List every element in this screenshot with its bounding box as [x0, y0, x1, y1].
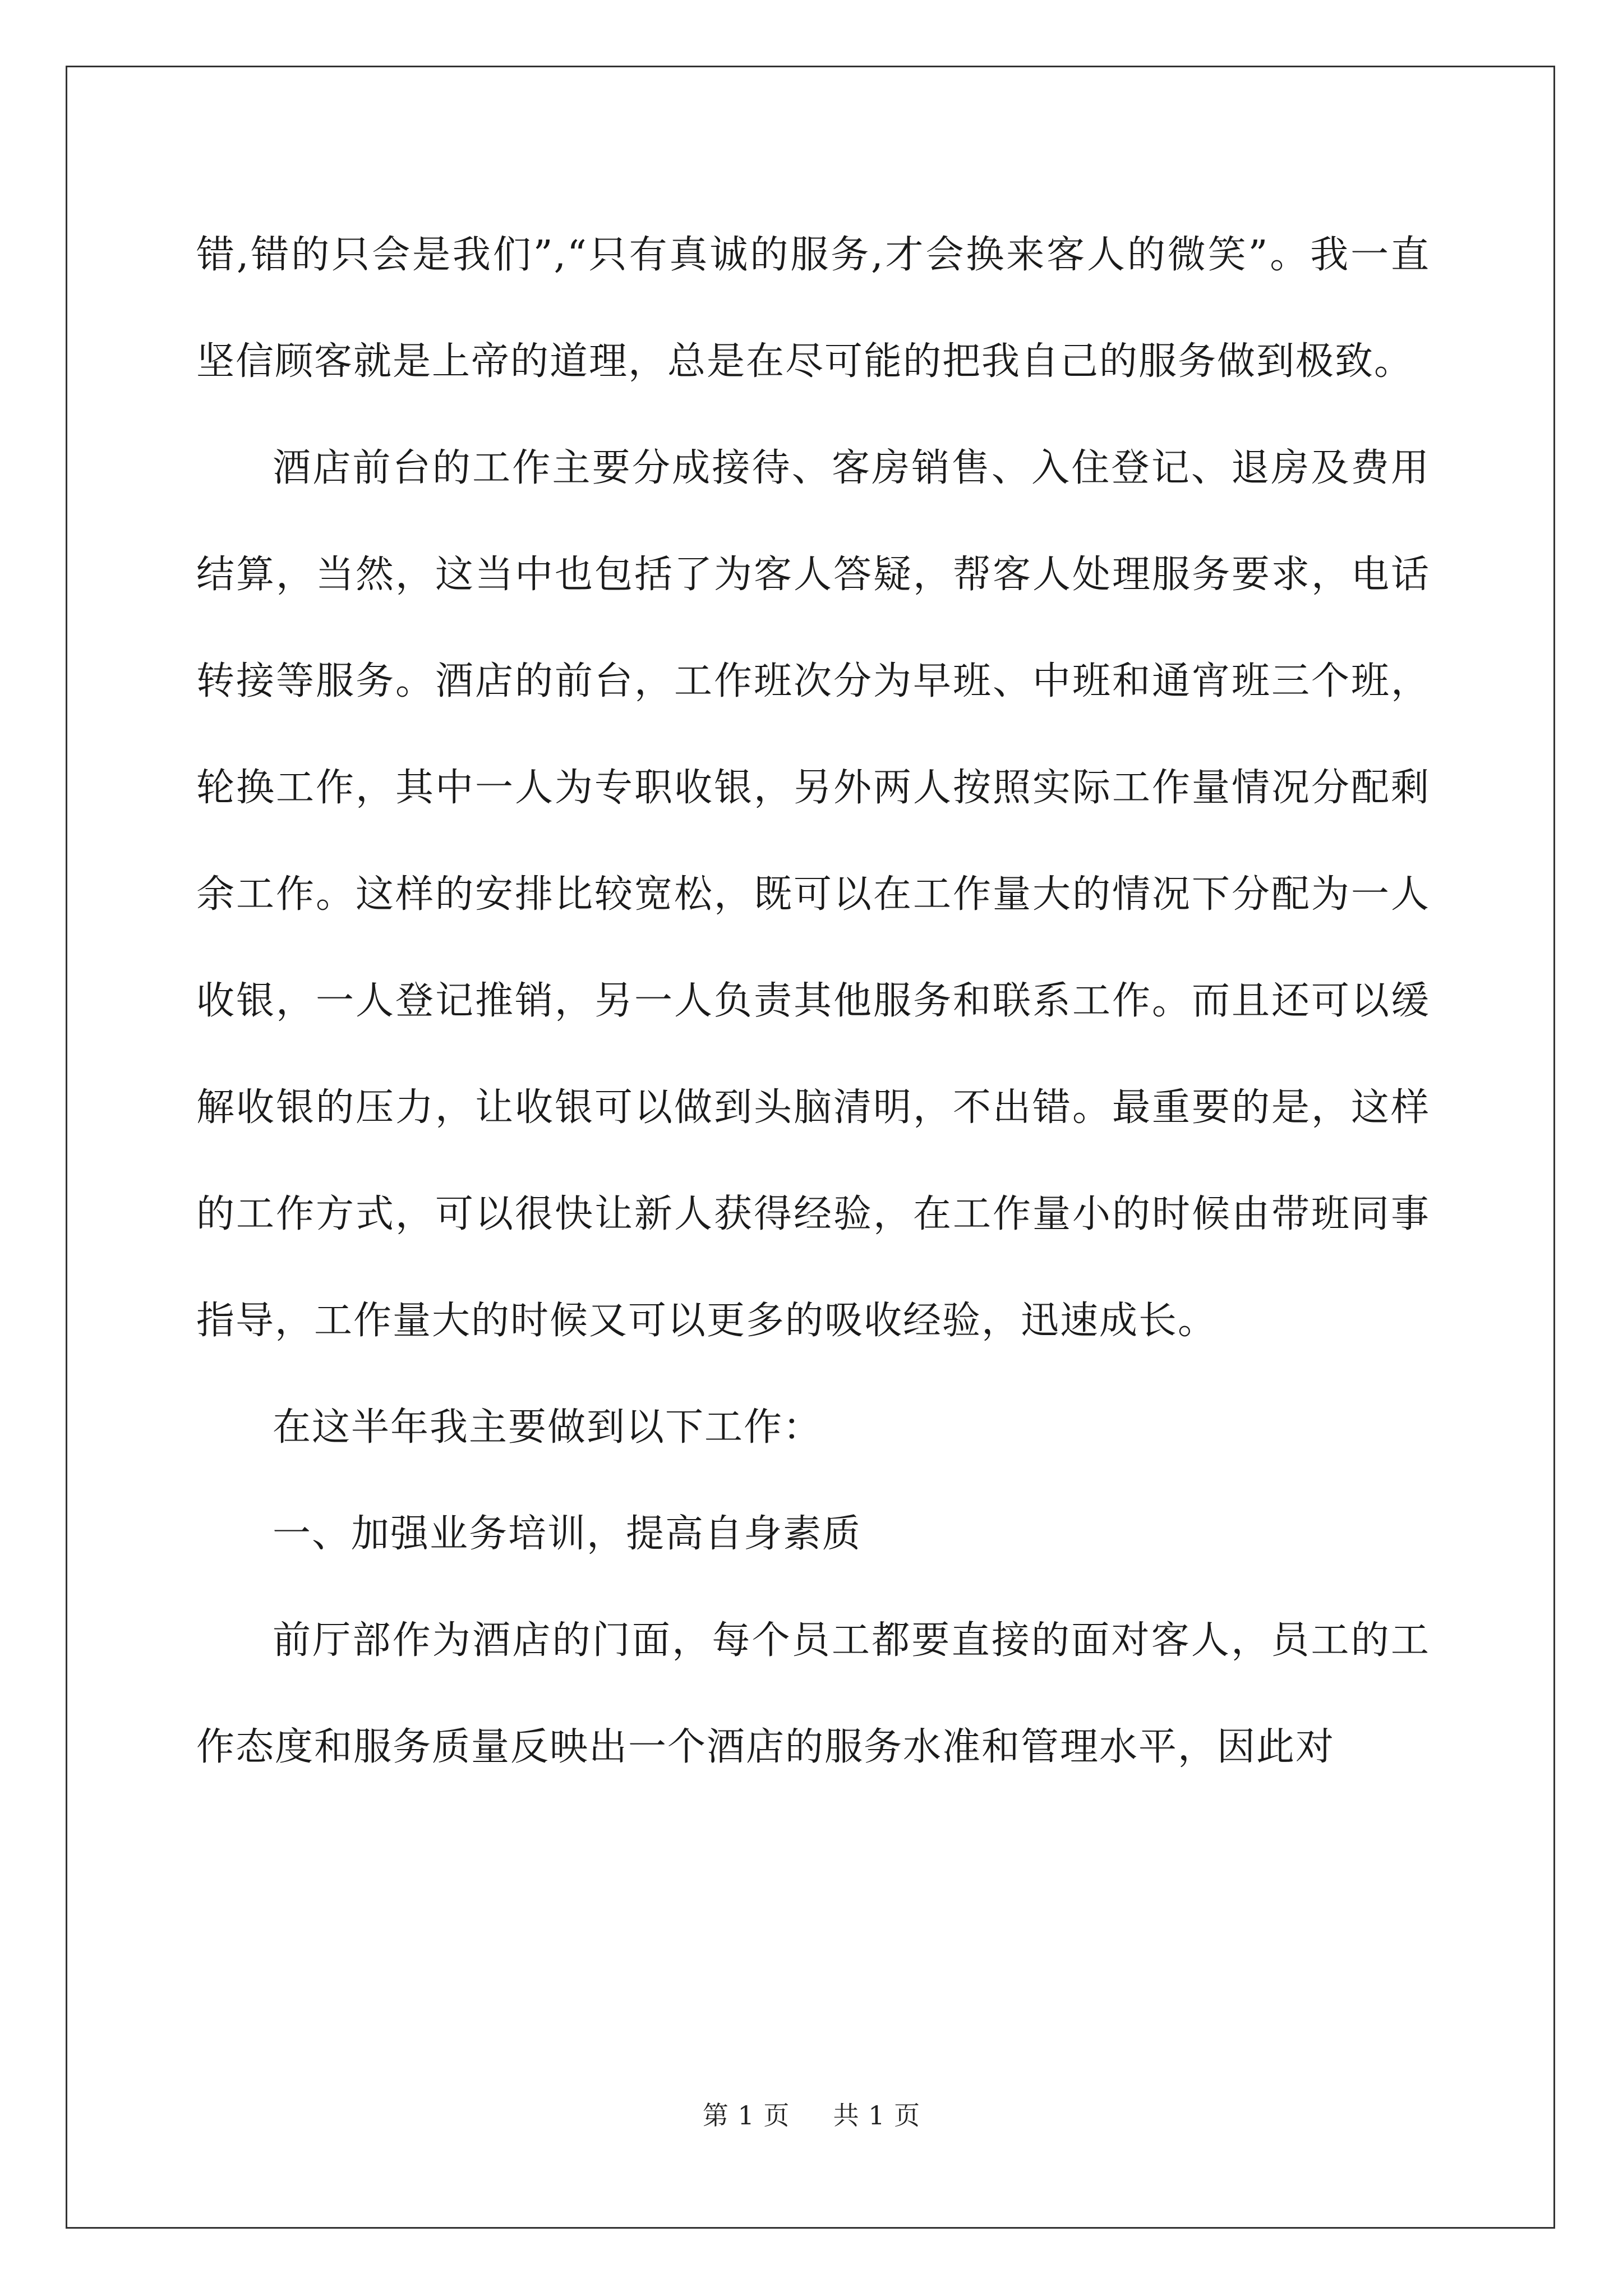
page-total: 共 1 页 — [833, 2100, 921, 2131]
paragraph-2: 酒店前台的工作主要分成接待、客房销售、入住登记、退房及费用结算，当然，这当中也包括了为客人答疑，帮客人处理服务要求，电话转接等服务。酒店的前台，工作班次分为早班、中班和通宵班三个班，轮换工作，其中一人为专职收银，另外两人按照实际工作量情况分配剩余工作。这样的安排比较宽松，既可以在工作量大的情况下分配为一人收银，一人登记推销，另一人负责其他服务和联系工作。而且还可以缓解收银的压力，让收银可以做到头脑清明，不出错。最重要的是，这样的工作方式，可以很快让新人获得经验，在工作量小的时候由带班同事指导，工作量大的时候又可以更多的吸收经验，迅速成长。 — [196, 446, 1430, 1343]
paragraph-3: 在这半年我主要做到以下工作： — [273, 1405, 823, 1450]
page-footer — [0, 2095, 1623, 2132]
section-heading: 一、加强业务培训，提高自身素质 — [273, 1512, 862, 1556]
document-body — [196, 202, 1430, 1801]
paragraph-4: 前厅部作为酒店的门面，每个员工都要直接的面对客人，员工的工作态度和服务质量反映出一个酒店的服务水准和管理水平，因此对 — [196, 1618, 1430, 1769]
paragraph-1: 错,错的只会是我们”,“只有真诚的服务,才会换来客人的微笑”。我一直坚信顾客就是上帝的道理，总是在尽可能的把我自己的服务做到极致。 — [196, 233, 1430, 384]
page-number: 第 1 页 — [702, 2100, 790, 2131]
